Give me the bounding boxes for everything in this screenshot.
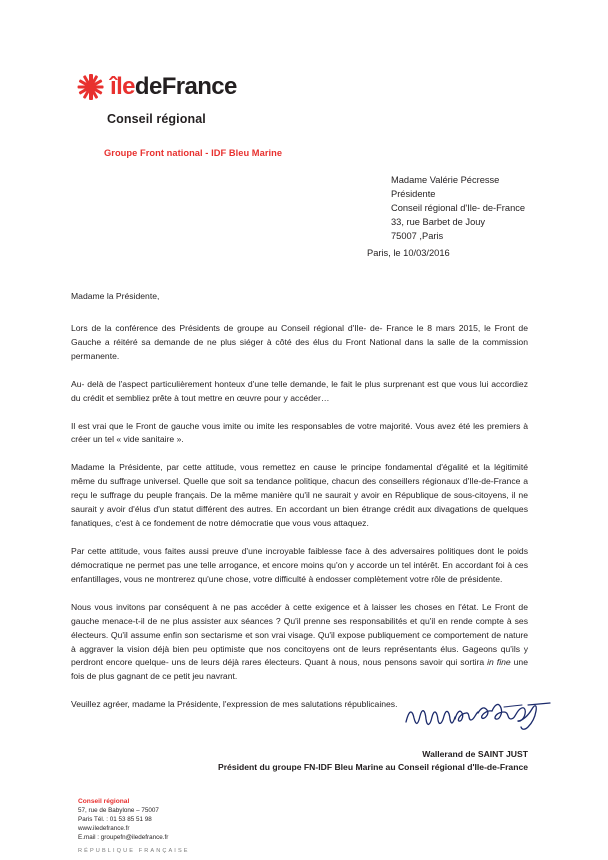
footer-title: Conseil régional (78, 798, 130, 805)
letter-paragraph-6: Nous vous invitons par conséquent à ne pas accéder à cette exigence et à laisser les choses en l'état. Le Front de gauche menace-t-il de ne plus assister aux séances ? Qu'il prenne ses responsabilités et qu'il en rende compte à ses électeurs. Qu'il assume enfin son sectarisme et son vrai visage. Qu'il expose publiquement ce comportement de nature à aggraver la vision déjà bien peu optimiste que nos concitoyens ont de leurs représentants élus. Gageons qu'ils y perdront encore quelque- uns de leurs déjà rares électeurs. Quant à nous, nous pensons savoir qui sortira in fine une fois de plus gagnant de ce petit jeu navrant. (71, 601, 528, 682)
footer-phone: Paris Tél. : 01 53 85 51 98 (78, 816, 152, 824)
footer-website[interactable]: www.iledefrance.fr (78, 825, 130, 833)
handwritten-signature (404, 700, 554, 734)
footer-address: 57, rue de Babylone – 75007 (78, 807, 159, 815)
logo-wordmark-red: île (110, 73, 135, 100)
footer-email[interactable]: E.mail : groupefn@iledefrance.fr (78, 834, 169, 842)
signer-title: Président du groupe FN-IDF Bleu Marine au Conseil régional d'Ile-de-France (217, 761, 528, 772)
recipient-address (391, 174, 525, 244)
idf-logo (78, 74, 237, 100)
recipient-line-1: Madame Valérie Pécresse (391, 175, 500, 185)
logo-wordmark-dark: deFrance (134, 73, 237, 100)
page-footer (78, 797, 168, 843)
logo-subtitle: Conseil régional (107, 112, 206, 126)
signer-name: Wallerand de SAINT JUST (422, 749, 528, 759)
place-and-date: Paris, le 10/03/2016 (367, 248, 450, 258)
recipient-line-3: Conseil régional d'Ile- de-France (391, 202, 526, 213)
recipient-line-4: 33, rue Barbet de Jouy (391, 216, 486, 227)
star-icon (78, 74, 104, 100)
letter-paragraph-2: Au- delà de l'aspect particulièrement honteux d'une telle demande, le fait le plus surprenant est que vous lui accordiez du crédit et sembliez prête à tout mettre en œuvre pour y accéder… (71, 378, 528, 403)
recipient-line-5: 75007 ,Paris (391, 230, 444, 241)
letter-paragraph-1: Lors de la conférence des Présidents de groupe au Conseil régional d'Ile- de- France le 8 mars 2015, le Front de Gauche a réitéré sa demande de ne plus siéger à côté des élus du Front National dans la salle de la commission permanente. (71, 322, 528, 361)
letter-body (71, 290, 528, 726)
recipient-line-2: Présidente (391, 188, 436, 199)
republique-francaise-mark: RÉPUBLIQUE FRANÇAISE (78, 848, 190, 854)
letter-paragraph-3: Il est vrai que le Front de gauche vous imite ou imite les responsables de votre majorité. Vous avez été les premiers à créer un tel « vide sanitaire ». (71, 420, 528, 445)
logo-wordmark (110, 75, 237, 99)
group-name-line: Groupe Front national - IDF Bleu Marine (104, 148, 283, 158)
italic-phrase: in fine (487, 657, 511, 668)
signer-block (71, 748, 528, 774)
letter-paragraph-4: Madame la Présidente, par cette attitude, vous remettez en cause le principe fondamental d'égalité et la légitimité même du suffrage universel. Quelle que soit sa tendance politique, chacun des conseillers régionaux d'Ile-de-France a reçu le suffrage du peuple français. De la même manière qu'il ne saurait y avoir en République de sous-citoyens, il ne saurait y avoir d'élus d'un statut différent des autres. En accordant un bien étrange crédit aux divagations de quelques fanatiques, c'est à ce fondement de notre démocratie que vous vous attaquez. (71, 462, 528, 529)
letter-paragraph-5: Par cette attitude, vous faites aussi preuve d'une incroyable faiblesse face à des adversaires politiques dont le poids démocratique ne permet pas une telle arrogance, et encore moins qu'on y accorde un tel intérêt. En accordant foi à ces enfantillages, vous ne montrerez qu'une chose, votre difficulté à endosser complètement votre rôle de présidente. (71, 545, 528, 584)
letter-salutation: Madame la Présidente, (71, 291, 160, 301)
letter-closing: Veuillez agréer, madame la Présidente, l'expression de mes salutations républicaines. (71, 699, 398, 710)
